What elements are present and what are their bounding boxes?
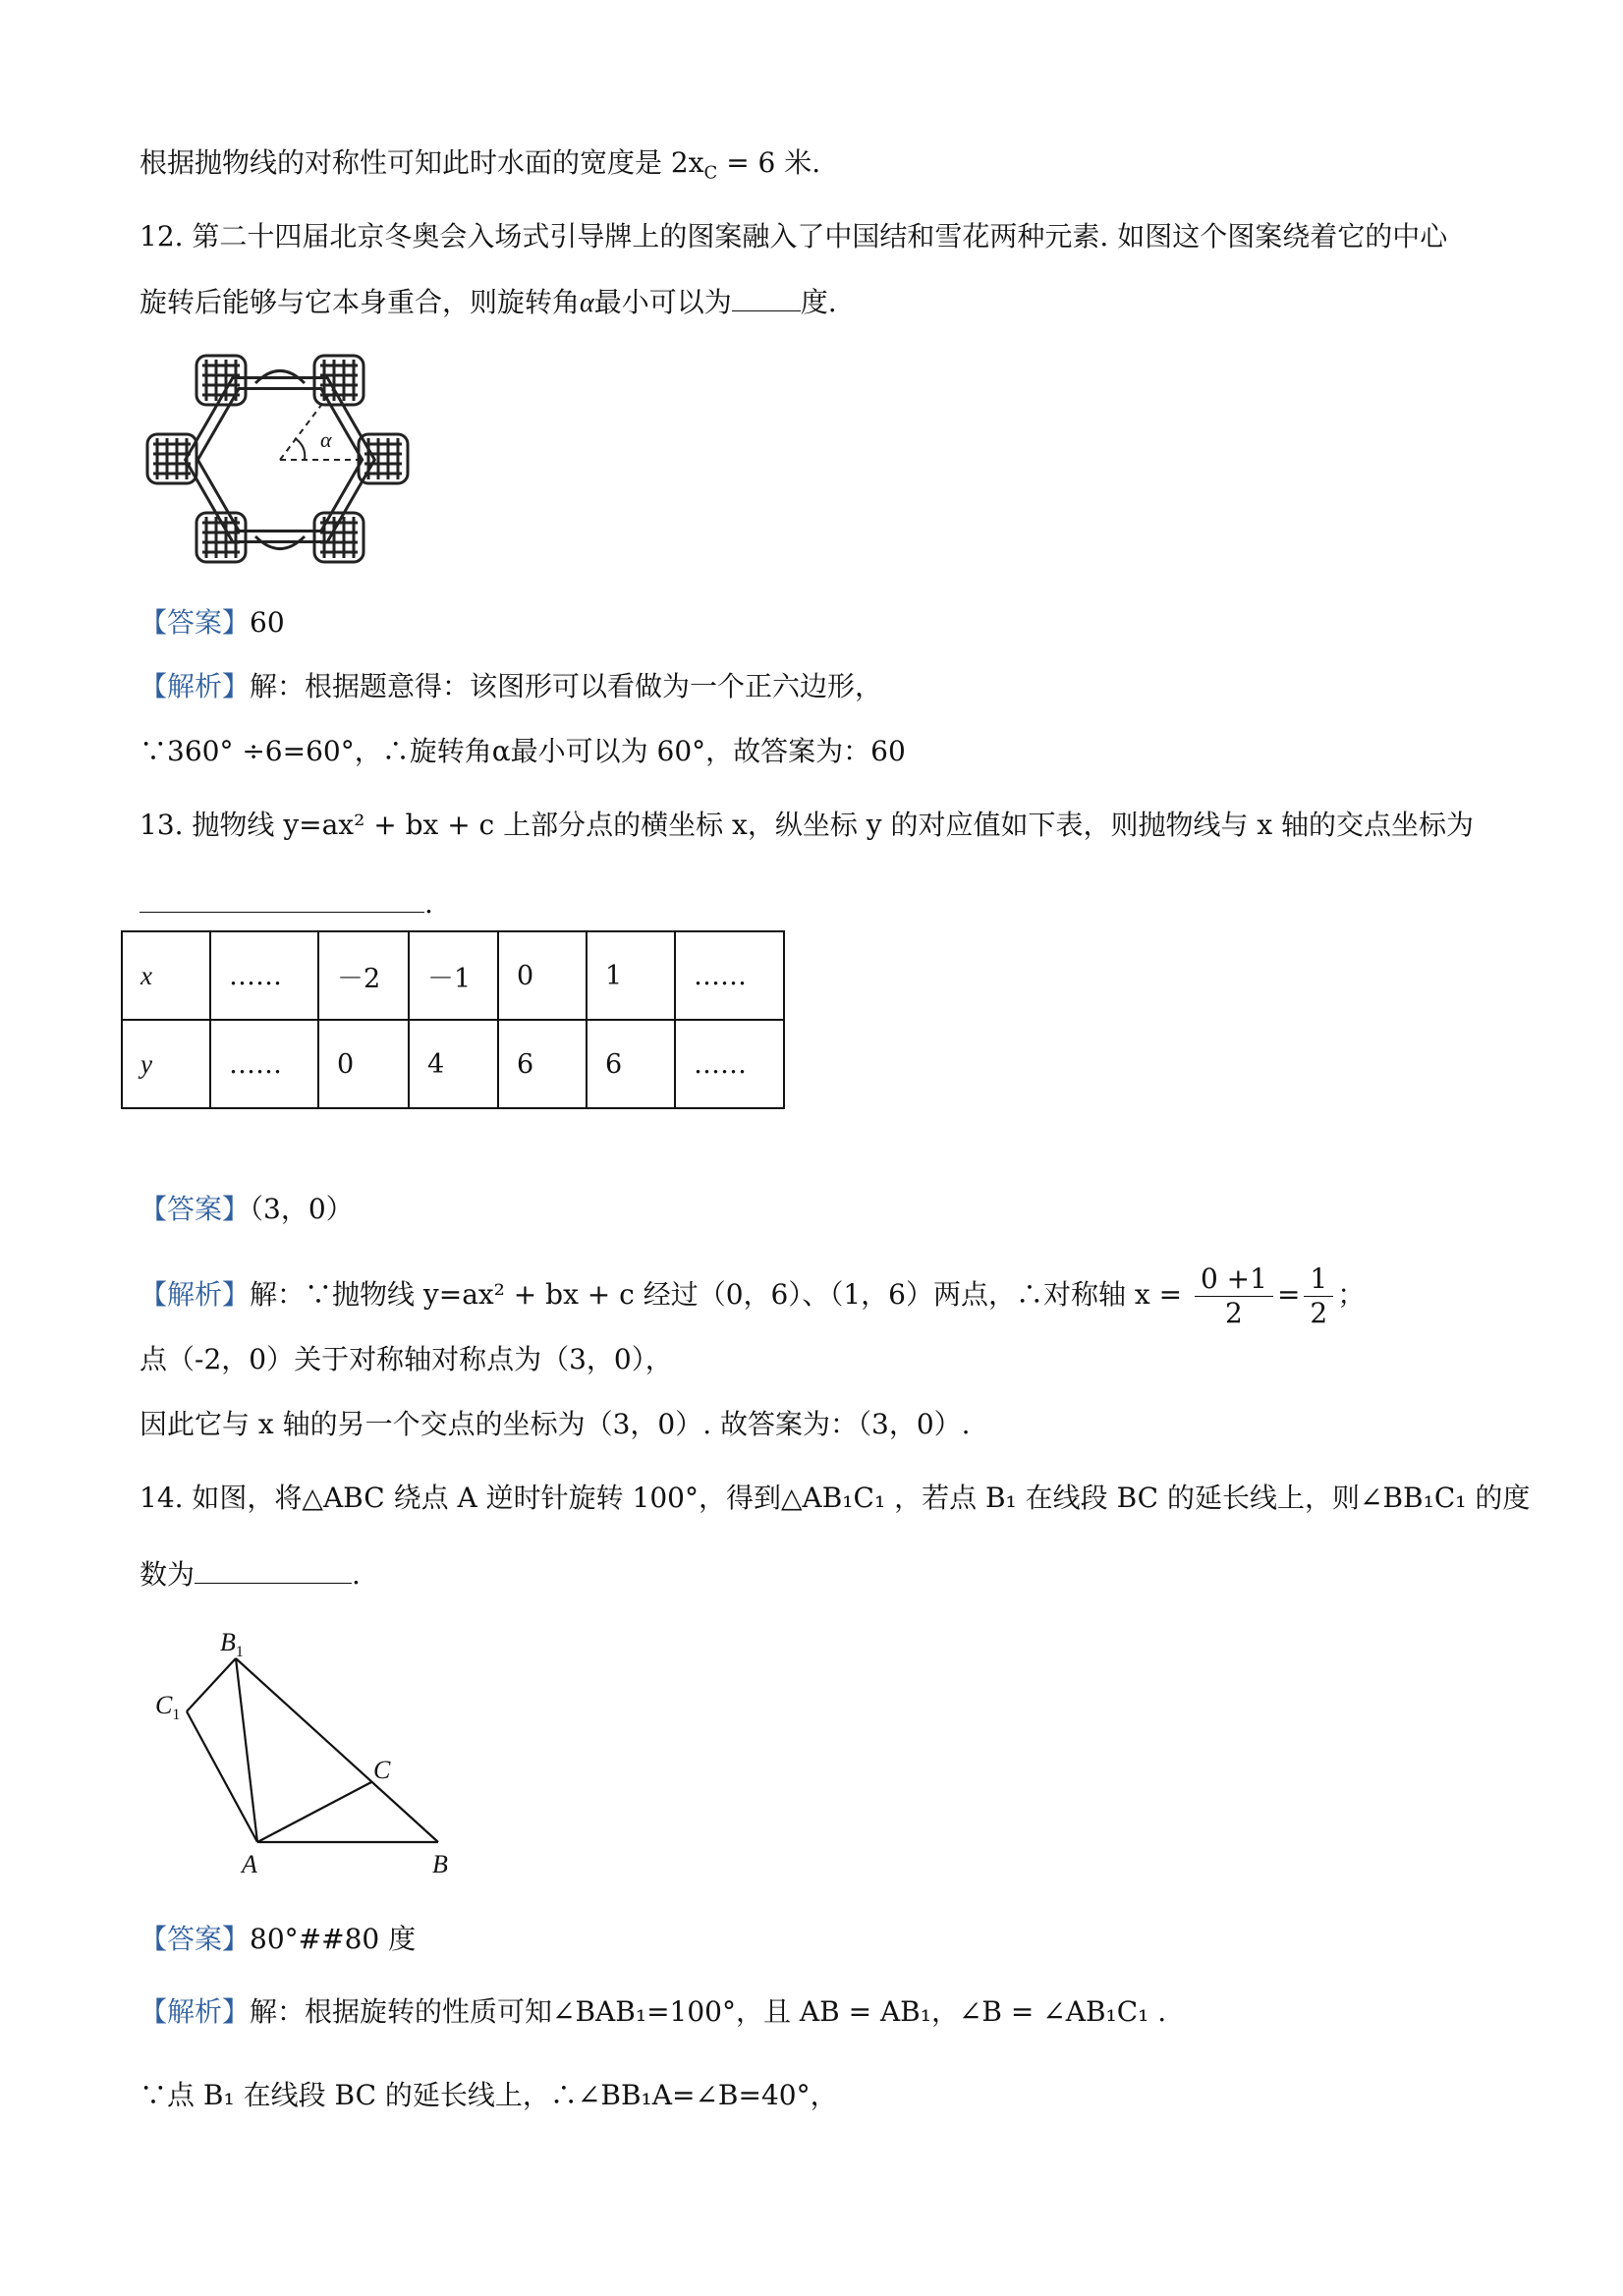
sol13-line2: 点（-2，0）关于对称轴对称点为（3，0）， <box>140 1343 673 1375</box>
frac2-num: 1 <box>1304 1262 1333 1297</box>
q13-line2 <box>140 884 433 924</box>
sol13-line1 <box>140 1262 1365 1330</box>
q13-blank <box>140 884 424 913</box>
answer-tag: 【答案】 <box>140 1923 251 1955</box>
frac1-den: 2 <box>1225 1297 1243 1329</box>
ans14-line <box>140 1920 416 1959</box>
q12-text: 旋转后能够与它本身重合，则旋转角 <box>140 286 581 318</box>
table-cell: y <box>122 1020 210 1108</box>
q14-blank <box>195 1555 352 1584</box>
table-cell: x <box>122 931 210 1020</box>
q13-end: . <box>424 887 433 920</box>
table-cell: 1 <box>587 931 675 1020</box>
fraction-2 <box>1304 1262 1333 1330</box>
alpha-label: α <box>320 427 332 452</box>
table-row <box>122 1020 784 1108</box>
table-cell: …… <box>675 1020 784 1108</box>
semicolon: ； <box>1337 1278 1366 1311</box>
sol14-line2: ∵点 B₁ 在线段 BC 的延长线上，∴∠BB₁A=∠B=40°， <box>140 2079 838 2111</box>
solution-tag: 【解析】 <box>140 670 251 702</box>
equals-sign: = <box>1276 1278 1301 1311</box>
sol14-line1 <box>140 1992 1166 2032</box>
answer-tag: 【答案】 <box>140 1193 251 1225</box>
value-table <box>121 930 785 1109</box>
solution-tag: 【解析】 <box>140 1278 251 1311</box>
ans14-value: 80°##80 度 <box>250 1923 417 1955</box>
sol13-line3: 因此它与 x 轴的另一个交点的坐标为（3，0）. 故答案为：（3，0）. <box>140 1408 971 1440</box>
fraction-1 <box>1195 1262 1273 1330</box>
sol12-line1 <box>140 667 882 706</box>
table-cell: －2 <box>318 931 409 1020</box>
table-cell: …… <box>675 931 784 1020</box>
triangle-figure <box>147 1621 472 1876</box>
intro-line <box>140 143 820 194</box>
frac2-den: 2 <box>1310 1297 1328 1329</box>
sol12-line2: ∵360° ÷6=60°，∴旋转角α最小可以为 60°，故答案为：60 <box>140 735 906 767</box>
segment-c1a <box>187 1711 257 1842</box>
segment-b1a <box>236 1658 257 1842</box>
q14-text: 数为 <box>140 1558 196 1591</box>
answer-tag: 【答案】 <box>140 606 251 639</box>
ans12-line <box>140 603 285 643</box>
table-cell: 0 <box>498 931 587 1020</box>
label-c: C <box>373 1756 391 1784</box>
frac1-num: 0 +1 <box>1195 1262 1273 1297</box>
segment-b1c1 <box>187 1658 236 1711</box>
ans12-value: 60 <box>250 606 285 639</box>
table-cell: －1 <box>409 931 498 1020</box>
label-a: A <box>242 1850 257 1876</box>
label-b1: $B_1$ <box>220 1628 244 1660</box>
table-cell: 4 <box>409 1020 498 1108</box>
q14-line2 <box>140 1555 361 1595</box>
segment-ac <box>257 1782 371 1842</box>
table-row <box>122 931 784 1020</box>
solution-tag: 【解析】 <box>140 1995 251 2028</box>
table-cell: …… <box>210 1020 318 1108</box>
label-b: B <box>432 1850 448 1876</box>
table-cell: 6 <box>587 1020 675 1108</box>
q12-line2 <box>140 283 837 323</box>
intro-sub: C <box>703 162 718 184</box>
table-cell: …… <box>210 931 318 1020</box>
segment-b1b <box>236 1658 438 1842</box>
q12-text2: 最小可以为 <box>593 286 732 318</box>
ans13-value: （3，0） <box>250 1193 354 1225</box>
q14-end: . <box>352 1558 361 1591</box>
table-cell: 0 <box>318 1020 409 1108</box>
label-c1: $C_1$ <box>155 1691 181 1723</box>
q12-line1: 12. 第二十四届北京冬奥会入场式引导牌上的图案融入了中国结和雪花两种元素. 如图这个图案绕着它的中心 <box>140 220 1448 252</box>
q12-alpha: α <box>580 288 594 318</box>
ans13-line <box>140 1190 354 1229</box>
q12-blank <box>732 283 801 311</box>
sol12-text: 解：根据题意得：该图形可以看做为一个正六边形， <box>250 670 883 702</box>
intro-text: 根据抛物线的对称性可知此时水面的宽度是 2x <box>140 146 704 179</box>
table-cell: 6 <box>498 1020 587 1108</box>
q12-text3: 度. <box>800 286 837 318</box>
chinese-knot-figure <box>138 344 422 580</box>
q14-line1: 14. 如图，将△ABC 绕点 A 逆时针旋转 100°，得到△AB₁C₁ ，若点 B₁ 在线段 BC 的延长线上，则∠BB₁C₁ 的度 <box>140 1482 1531 1514</box>
intro-end: = 6 米. <box>717 146 821 179</box>
q13-line1: 13. 抛物线 y=ax² + bx + c 上部分点的横坐标 x，纵坐标 y 的对应值如下表，则抛物线与 x 轴的交点坐标为 <box>140 809 1475 841</box>
sol13-text: 解：∵抛物线 y=ax² + bx + c 经过（0，6）、（1，6）两点，∴对称轴 x = <box>250 1278 1183 1311</box>
sol14-text: 解：根据旋转的性质可知∠BAB₁=100°，且 AB = AB₁，∠B = ∠AB₁C₁ . <box>250 1995 1167 2028</box>
